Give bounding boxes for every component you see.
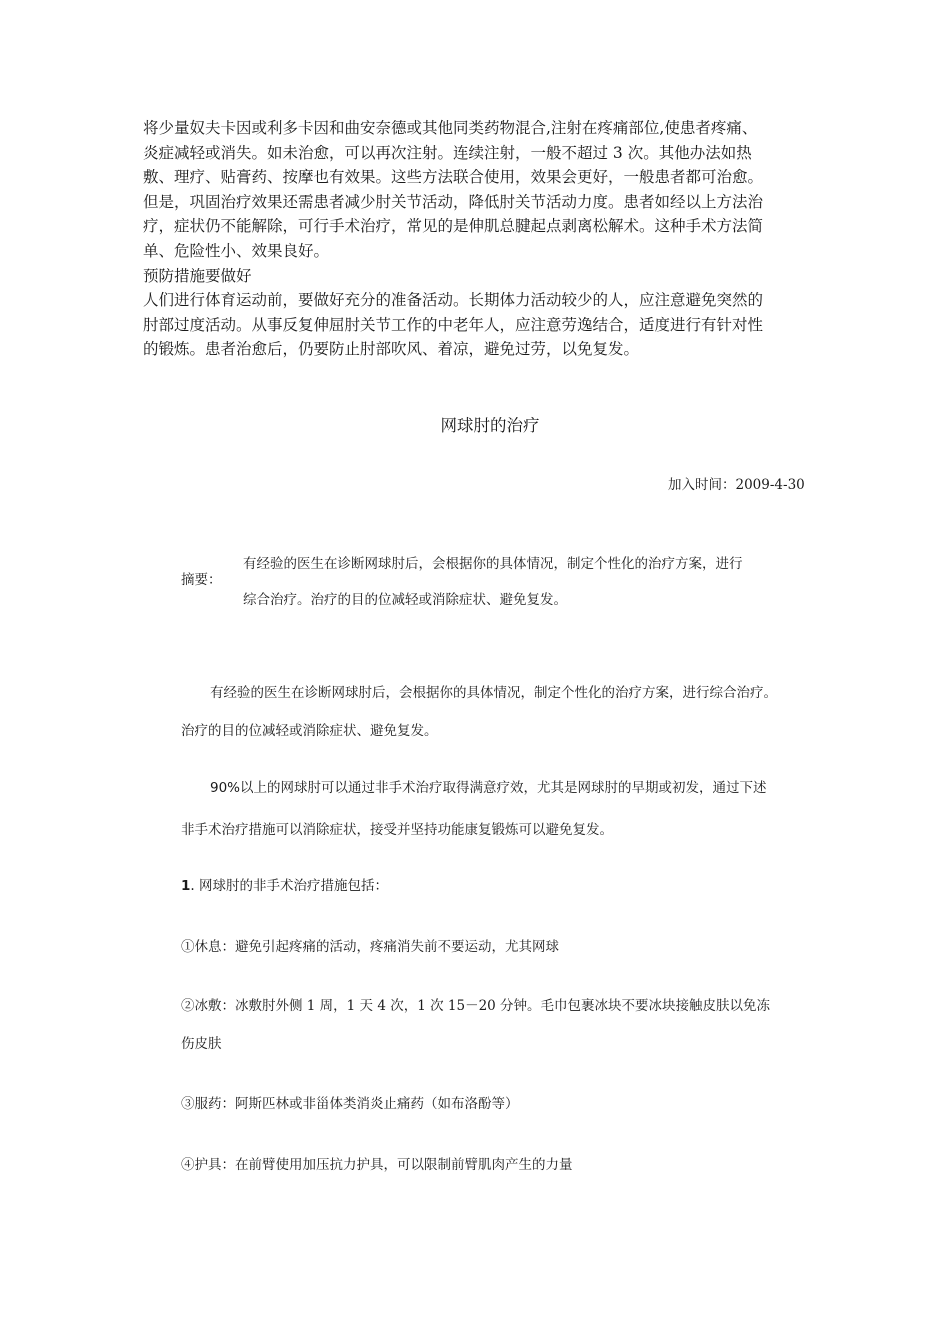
para2-text: 以上的网球肘可以通过非手术治疗取得满意疗效，尤其是网球肘的早期或初发，通过下述	[240, 780, 767, 796]
intro-line: 但是，巩固治疗效果还需患者减少肘关节活动，降低肘关节活动力度。患者如经以上方法治	[143, 192, 764, 211]
treatment-item-ice-cont: 伤皮肤	[181, 1036, 222, 1052]
abstract-text	[243, 546, 803, 618]
intro-line: 炎症减轻或消失。如未治愈，可以再次注射。连续注射，一般不超过 3 次。其他办法如热	[143, 143, 752, 162]
para1-line2: 治疗的目的位减轻或消除症状、避免复发。	[181, 723, 438, 739]
prevention-line: 肘部过度活动。从事反复伸屈肘关节工作的中老年人，应注意劳逸结合，适度进行有针对性	[143, 315, 764, 334]
intro-line: 敷、理疗、贴膏药、按摩也有效果。这些方法联合使用，效果会更好，一般患者都可治愈。	[143, 168, 764, 187]
intro-section	[143, 116, 813, 362]
intro-line: 将少量奴夫卡因或利多卡因和曲安奈德或其他同类药物混合,注射在疼痛部位,使患者疼痛、	[143, 119, 758, 137]
percent-value: 90%	[210, 780, 241, 796]
treatment-item-ice: ②冰敷：冰敷肘外侧 1 周，1 天 4 次，1 次 15－20 分钟。毛巾包裹冰块不要冰块接触皮肤以免冻	[181, 998, 771, 1014]
treatment-item-brace: ④护具：在前臂使用加压抗力护具，可以限制前臂肌肉产生的力量	[181, 1157, 573, 1173]
treatment-item-medication: ③服药：阿斯匹林或非甾体类消炎止痛药（如布洛酚等）	[181, 1096, 519, 1112]
article-title: 网球肘的治疗	[440, 416, 540, 435]
abstract-line: 综合治疗。治疗的目的位减轻或消除症状、避免复发。	[243, 592, 567, 608]
publish-date: 加入时间：2009-4-30	[668, 477, 805, 493]
intro-line: 疗，症状仍不能解除，可行手术治疗，常见的是伸肌总腱起点剥离松解术。这种手术方法简	[143, 217, 764, 236]
para2-line2: 非手术治疗措施可以消除症状，接受并坚持功能康复锻炼可以避免复发。	[181, 822, 613, 838]
para2-line1	[210, 776, 850, 796]
section-title: . 网球肘的非手术治疗措施包括：	[190, 878, 388, 894]
abstract-label: 摘要：	[181, 572, 222, 588]
intro-line: 单、危险性小、效果良好。	[143, 241, 330, 260]
prevention-line: 的锻炼。患者治愈后，仍要防止肘部吹风、着凉，避免过劳，以免复发。	[143, 340, 640, 359]
prevention-line: 人们进行体育运动前，要做好充分的准备活动。长期体力活动较少的人，应注意避免突然的	[143, 291, 764, 310]
section-heading	[181, 874, 821, 894]
abstract-line: 有经验的医生在诊断网球肘后，会根据你的具体情况，制定个性化的治疗方案，进行	[243, 556, 743, 572]
section-number: 1	[181, 878, 191, 894]
treatment-item-rest: ①休息：避免引起疼痛的活动，疼痛消失前不要运动，尤其网球	[181, 939, 559, 955]
para1-line1: 有经验的医生在诊断网球肘后，会根据你的具体情况，制定个性化的治疗方案，进行综合治疗。	[210, 685, 777, 701]
prevention-heading: 预防措施要做好	[143, 266, 252, 285]
